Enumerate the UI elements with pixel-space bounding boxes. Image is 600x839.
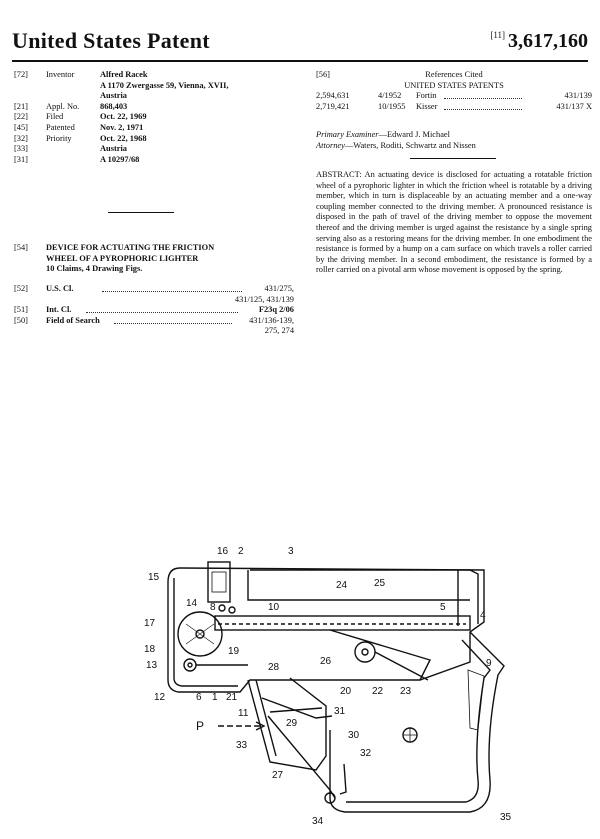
title-line-1: DEVICE FOR ACTUATING THE FRICTION [46, 243, 215, 252]
title-row [14, 264, 294, 275]
reference-class: 431/139 [564, 91, 592, 101]
ref-numeral-4: 4 [480, 610, 486, 621]
reference-row [316, 91, 592, 102]
invention-title [14, 243, 294, 275]
class-label: Field of Search [46, 315, 100, 325]
biblio-code: [33] [14, 144, 28, 154]
primary-examiner: Primary Examiner—Edward J. Michael [316, 130, 450, 139]
ref-numeral-5: 5 [440, 602, 446, 613]
reference-class: 431/137 X [556, 101, 592, 111]
abstract [316, 170, 592, 276]
biblio-label: Inventor [46, 70, 75, 79]
biblio-row [14, 123, 294, 134]
biblio-label: Appl. No. [46, 101, 80, 111]
attorney-label: Attorney [316, 140, 345, 150]
biblio-code: [45] [14, 122, 28, 132]
biblio-row [14, 81, 294, 92]
title-code: [54] [14, 243, 28, 252]
patent-number [490, 30, 588, 53]
ref-numeral-17: 17 [144, 618, 156, 629]
references-heading-row [316, 70, 592, 81]
biblio-value: A 1170 Zwergasse 59, Vienna, XVII, [100, 80, 229, 90]
class-row [14, 326, 294, 337]
ref-numeral-23: 23 [400, 686, 412, 697]
ref-numeral-12: 12 [154, 692, 166, 703]
biblio-value: Austria [100, 91, 127, 101]
reference-number: 2,719,421 [316, 101, 350, 111]
ref-numeral-20: 20 [340, 686, 352, 697]
biblio-value: Austria [100, 144, 127, 154]
biblio-value: Nov. 2, 1971 [100, 122, 144, 132]
ref-numeral-32: 32 [360, 748, 372, 759]
reference-date: 4/1952 [378, 91, 402, 101]
ref-numeral-1: 1 [212, 692, 218, 703]
ref-numeral-15: 15 [148, 572, 160, 583]
divider [410, 158, 496, 159]
ref-numeral-16: 16 [217, 546, 229, 557]
ref-numeral-18: 18 [144, 644, 156, 655]
ref-numeral-8: 8 [210, 602, 216, 613]
reference-number: 2,594,631 [316, 91, 350, 101]
header-rule [12, 60, 588, 62]
biblio-value: 868,403 [100, 101, 128, 111]
biblio-row [14, 155, 294, 166]
patent-title-header: United States Patent [12, 28, 210, 53]
biblio-label: Patented [46, 122, 75, 132]
abstract-label: ABSTRACT: [316, 170, 362, 179]
biblio-label: Priority [46, 133, 72, 143]
roller [355, 642, 375, 662]
biblio-value: Oct. 22, 1968 [100, 133, 147, 143]
reference-name: Kisser [416, 101, 438, 111]
class-label: U.S. Cl. [46, 284, 74, 293]
class-code: [51] [14, 305, 28, 315]
primary-examiner-label: Primary Examiner [316, 130, 379, 139]
class-code: [50] [14, 315, 28, 325]
class-row [14, 316, 294, 327]
bibliographic-data [14, 70, 294, 165]
ref-numeral-27: 27 [272, 770, 284, 781]
ref-numeral-19: 19 [228, 646, 240, 657]
class-row [14, 295, 294, 306]
ref-numeral-25: 25 [374, 578, 386, 589]
class-value: 431/136-139, [249, 315, 294, 325]
title-row [14, 254, 294, 265]
examiner-block [316, 130, 592, 151]
ref-numeral-9: 9 [486, 658, 492, 669]
references-heading: References Cited [425, 70, 483, 79]
ref-numeral-11: 11 [238, 708, 249, 719]
class-value-cont: 431/125, 431/139 [234, 294, 294, 304]
reference-name: Fortin [416, 91, 437, 101]
biblio-row [14, 144, 294, 155]
class-value: F23q 2/06 [258, 305, 294, 315]
ref-numeral-21: 21 [226, 692, 238, 703]
class-label: Int. Cl. [46, 305, 72, 315]
biblio-code: [72] [14, 70, 28, 79]
biblio-value: Alfred Racek [100, 70, 148, 79]
divider [108, 212, 174, 213]
primary-examiner-name: Edward J. Michael [386, 130, 450, 139]
biblio-label: Filed [46, 112, 64, 122]
arrow-label-p: P [196, 719, 205, 733]
ref-numeral-24: 24 [336, 580, 348, 591]
reference-row [316, 102, 592, 113]
biblio-row [14, 134, 294, 145]
biblio-code: [22] [14, 112, 28, 122]
ref-numeral-6: 6 [196, 692, 202, 703]
class-row [14, 284, 294, 295]
biblio-code: [32] [14, 133, 28, 143]
title-row [14, 243, 294, 254]
biblio-row [14, 70, 294, 81]
title-line-2: WHEEL OF A PYROPHORIC LIGHTER [46, 253, 199, 263]
patent-number-value: 3,617,160 [508, 30, 588, 52]
references-cited [316, 70, 592, 112]
reference-date: 10/1955 [378, 101, 406, 111]
attorney: Attorney—Waters, Roditi, Schwartz and Nissen [316, 140, 476, 150]
ref-numeral-28: 28 [268, 662, 280, 673]
references-code: [56] [316, 70, 330, 79]
ref-numeral-10: 10 [268, 602, 280, 613]
biblio-code: [31] [14, 154, 28, 164]
ref-numeral-3: 3 [288, 546, 294, 557]
ref-numeral-29: 29 [286, 718, 298, 729]
ref-numeral-22: 22 [372, 686, 384, 697]
classification-block [14, 284, 294, 337]
ref-numeral-2: 2 [238, 546, 244, 557]
attorney-name: Waters, Roditi, Schwartz and Nissen [353, 140, 476, 150]
class-code: [52] [14, 284, 28, 293]
biblio-row [14, 91, 294, 102]
class-row [14, 305, 294, 316]
ref-numeral-35: 35 [500, 812, 512, 823]
patent-number-code: [11] [490, 30, 505, 40]
references-subheading: UNITED STATES PATENTS [404, 80, 504, 90]
biblio-row [14, 102, 294, 113]
class-value: 431/275, [264, 284, 294, 293]
biblio-row [14, 112, 294, 123]
biblio-code: [21] [14, 101, 28, 111]
claims-count: 10 Claims, 4 Drawing Figs. [46, 264, 143, 274]
ref-numeral-30: 30 [348, 730, 360, 741]
ref-numeral-31: 31 [334, 706, 346, 717]
biblio-value: Oct. 22, 1969 [100, 112, 147, 122]
abstract-text: An actuating device is disclosed for actuating a rotatable friction wheel of a pyrophoric lighter in which the friction wheel is rotatable by a driving member, which in turn is displaceable by an actuating member and a one-way coupling member connected to the driving member. A pronounced resistance is disposed in the path of travel of the driving member to oppose the movement thereof and the driving member is urged against the resistance by a single spring serving also as a restoring means for the driving member. In one embodiment the resistance is formed by a hump on a cam surface on which travels a roller carried by the driving member. In a second embodiment, the resistance is formed by a roller carried on a pivotal arm whose movement is opposed by the spring. [316, 170, 592, 275]
ref-numeral-13: 13 [146, 660, 158, 671]
ref-numeral-33: 33 [236, 740, 248, 751]
class-value-cont: 275, 274 [264, 326, 294, 336]
driving-member [215, 616, 470, 630]
biblio-value: A 10297/68 [100, 154, 140, 164]
ref-numeral-34: 34 [312, 816, 324, 827]
ref-numeral-26: 26 [320, 656, 332, 667]
patent-drawing [0, 530, 600, 839]
ref-numeral-14: 14 [186, 598, 198, 609]
